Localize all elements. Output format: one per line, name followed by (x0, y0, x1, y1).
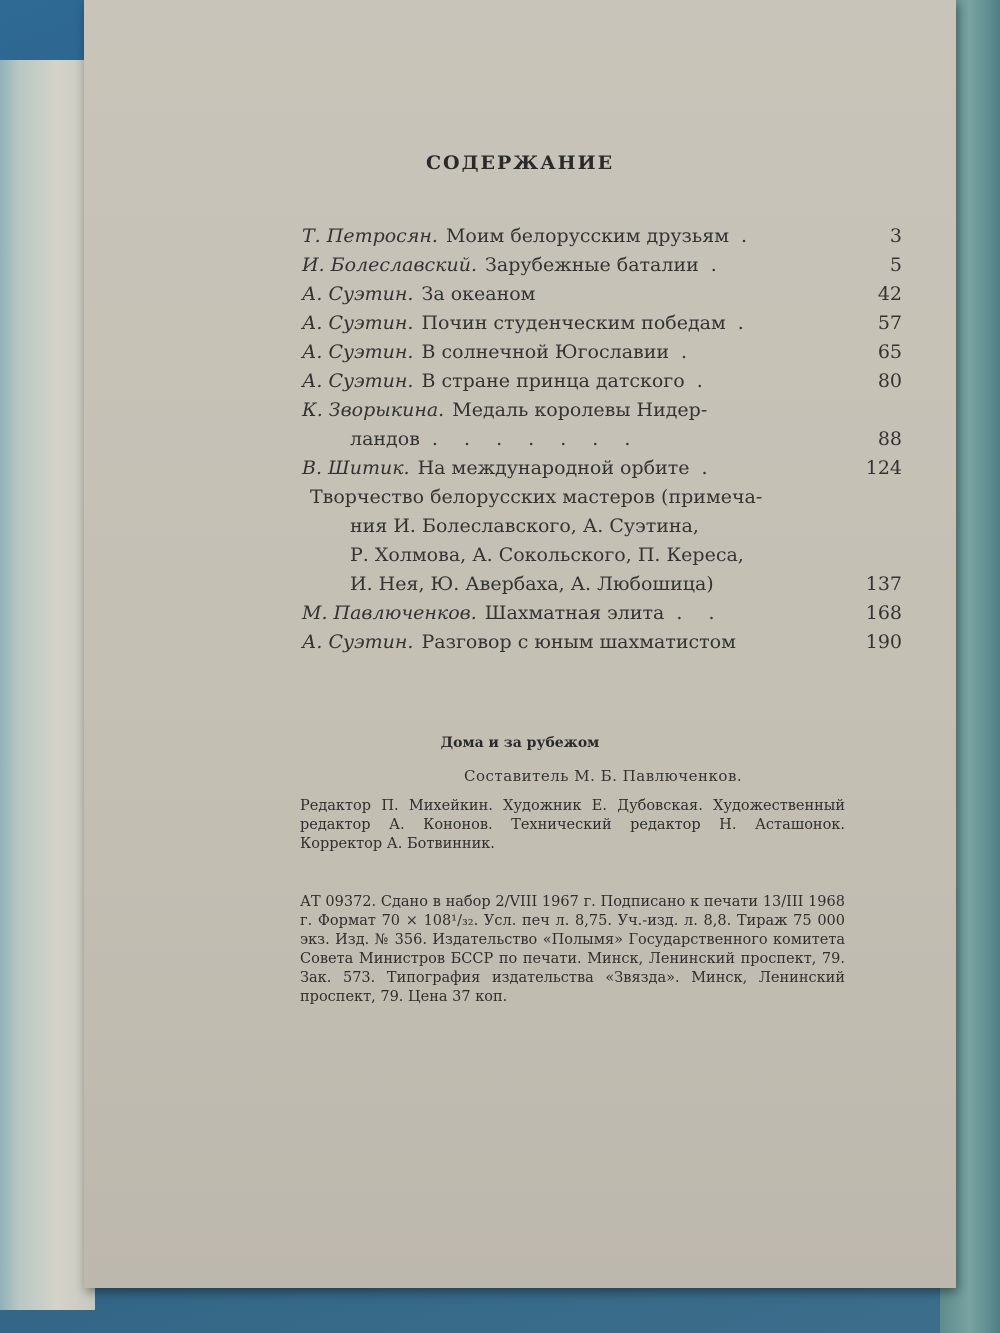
toc-author: И. Болеславский. (302, 254, 478, 276)
toc-author: А. Суэтин. (302, 341, 414, 363)
toc-title: За океаном (421, 283, 536, 305)
imprint-title: Дома и за рубежом (440, 735, 600, 751)
toc-page-number: 57 (877, 312, 902, 334)
publication-details: АТ 09372. Сдано в набор 2/VIII 1967 г. Подписано к печати 13/III 1968 г. Формат 70 × 108¹/₃₂. Усл. печ л. 8,75. Уч.-изд. л. 8,8. Тираж 75 000 экз. Изд. № 356. Издательство «Полымя» Государственного комитета Совета Министров БССР по печати. Минск, Ленинский проспект, 79. Зак. 573. Типография издательства «Звязда». Минск, Ленинский проспект, 79. Цена 37 коп. (300, 894, 845, 1005)
toc-page-number: 80 (877, 370, 902, 392)
toc-leader: . (741, 225, 758, 247)
toc-page-number: 190 (865, 631, 902, 653)
toc-title: Почин студенческим победам (421, 312, 726, 334)
toc-title: И. Нея, Ю. Авербаха, А. Любошица) (350, 573, 714, 595)
toc-title: На международной орбите (417, 457, 690, 479)
toc-entry (302, 254, 902, 283)
toc-title: ландов (350, 428, 420, 450)
toc-entry (302, 486, 902, 515)
toc-title: Творчество белорусских мастеров (примеча- (310, 486, 763, 508)
toc-entry (302, 341, 902, 370)
toc-entry (302, 515, 902, 544)
toc-leader: . (681, 341, 698, 363)
toc-entry (302, 283, 902, 312)
toc-author: М. Павлюченков. (302, 602, 477, 624)
table-of-contents (302, 225, 902, 660)
toc-entry (302, 544, 902, 573)
toc-entry (302, 399, 902, 428)
toc-page-number: 42 (877, 283, 902, 305)
toc-entry (302, 602, 902, 631)
toc-author: А. Суэтин. (302, 631, 414, 653)
page-title: СОДЕРЖАНИЕ (425, 152, 615, 174)
toc-page-number: 3 (889, 225, 902, 247)
toc-entry (302, 312, 902, 341)
toc-page-number: 88 (877, 428, 902, 450)
book-page (84, 0, 956, 1288)
toc-entry (302, 631, 902, 660)
toc-leader: . (710, 254, 727, 276)
toc-author: А. Суэтин. (302, 283, 414, 305)
toc-title: Медаль королевы Нидер- (452, 399, 708, 421)
credits: Редактор П. Михейкин. Художник Е. Дубовская. Художественный редактор А. Кононов. Технический редактор Н. Асташонок. Корректор А. Ботвинник. (300, 798, 845, 852)
toc-page-number: 5 (889, 254, 902, 276)
toc-page-number: 137 (865, 573, 902, 595)
toc-author: А. Суэтин. (302, 312, 414, 334)
toc-title: В солнечной Югославии (421, 341, 670, 363)
toc-leader: . . . . . . . (431, 428, 641, 450)
adjacent-book (0, 60, 95, 1310)
toc-entry (302, 457, 902, 486)
toc-leader: . (701, 457, 718, 479)
toc-entry (302, 428, 902, 457)
toc-title: Р. Холмова, А. Сокольского, П. Кереса, (350, 544, 744, 566)
toc-title: Зарубежные баталии (485, 254, 699, 276)
compiler: Составитель М. Б. Павлюченков. (464, 767, 743, 785)
toc-author: А. Суэтин. (302, 370, 414, 392)
toc-title: В стране принца датского (421, 370, 685, 392)
toc-title: ния И. Болеславского, А. Суэтина, (350, 515, 699, 537)
toc-entry (302, 573, 902, 602)
toc-leader: . (737, 312, 754, 334)
toc-entry (302, 225, 902, 254)
toc-page-number: 168 (865, 602, 902, 624)
toc-title: Разговор с юным шахматистом (421, 631, 736, 653)
toc-title: Шахматная элита (484, 602, 665, 624)
toc-author: К. Зворыкина. (302, 399, 445, 421)
toc-title: Моим белорусским друзьям (445, 225, 730, 247)
toc-entry (302, 370, 902, 399)
toc-author: В. Шитик. (302, 457, 410, 479)
toc-page-number: 124 (865, 457, 902, 479)
toc-leader: . (696, 370, 713, 392)
toc-author: Т. Петросян. (302, 225, 438, 247)
toc-leader: . . (676, 602, 725, 624)
toc-page-number: 65 (877, 341, 902, 363)
